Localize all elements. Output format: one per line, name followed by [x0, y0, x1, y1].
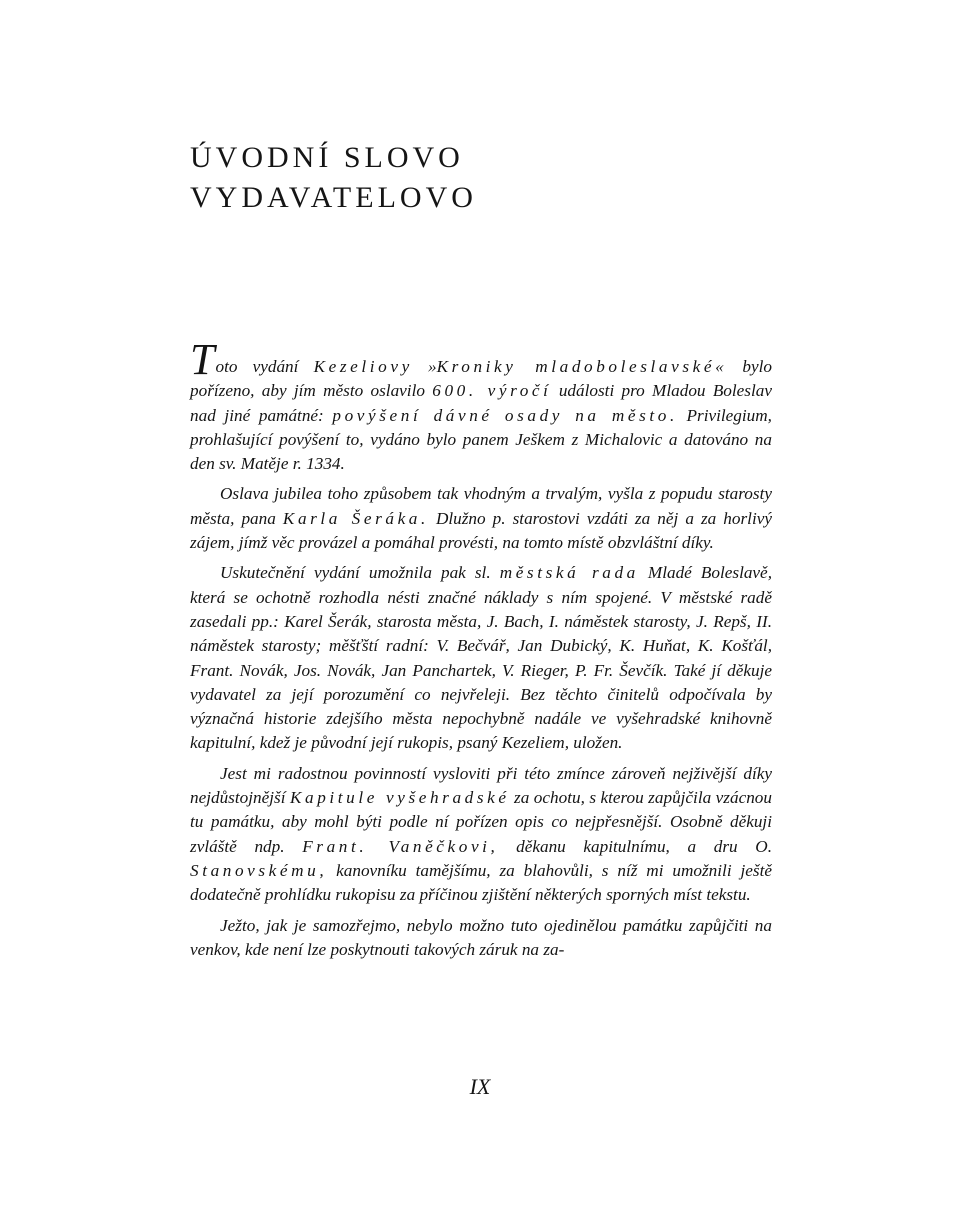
- p1-text-c: »: [412, 357, 437, 376]
- p4-spaced-stanovsky: Stanovskému,: [190, 860, 328, 880]
- p2-spaced-name: Karla Šeráka.: [282, 508, 429, 528]
- p4-text-c: za ochotu, s kterou zapůjčila vzácnou tu památku, aby mohl býti podle ní pořízen opis co nejpřesnější. Osobně děkuji zvláště ndp.: [190, 788, 772, 856]
- title-line-2: VYDAVATELOVO: [190, 181, 477, 214]
- p4-text-e: děkanu kapitulnímu, a dru O.: [498, 836, 772, 856]
- p4-text-g: kanovníku tamějšímu, za blahovůli, s níž mi umožnili ještě dodatečně prohlídku rukopisu za příčinou zjištění některých sporných míst tekstu.: [190, 860, 772, 905]
- p3-text-a: Uskutečnění vydání umožnila pak sl.: [220, 563, 500, 583]
- paragraph-5: [190, 914, 772, 963]
- p1-text-i: Privilegium, prohlašující povýšení to, vydáno bylo panem Ješkem z Michalovic a datováno na den sv. Matěje r. 1334.: [190, 405, 772, 474]
- p1-text-e: bylo pořízeno, aby jím město oslavilo: [190, 357, 773, 401]
- page-title: [190, 138, 750, 218]
- p5-text-a: Ježto, jak je samozřejmo, nebylo možno tuto ojedinělou památku zapůjčiti na venkov, kde není lze poskytnouti takových záruk na za-: [190, 915, 772, 959]
- p1-spaced-author: Kezeliovy: [313, 357, 413, 376]
- p1-text-a: oto vydání: [215, 357, 314, 376]
- body-text: [190, 335, 773, 968]
- paragraph-3: [190, 561, 772, 755]
- p4-text-a: Jest mi radostnou povinností vysloviti při této zmínce zároveň nejživější díky nejdůstojnější: [190, 763, 772, 808]
- p1-spaced-chronicle: Kroniky mladoboleslavské«: [436, 357, 728, 376]
- paragraph-4: [190, 762, 772, 908]
- p4-spaced-chapter: Kapitule vyšehradské: [289, 788, 510, 808]
- p2-text-c: Dlužno p. starostovi vzdáti za něj a za horlivý zájem, jímž věc provázel a pomáhal provésti, na tomto místě obzvláštní díky.: [190, 508, 772, 553]
- paragraph-1: [190, 335, 773, 476]
- page-number: IX: [469, 1074, 491, 1099]
- drop-cap: T: [190, 335, 215, 384]
- paragraph-2: [190, 482, 772, 555]
- p1-text-g: události pro Mladou Boleslav nad jiné památné:: [190, 381, 772, 425]
- title-line-1: ÚVODNÍ SLOVO: [190, 141, 464, 174]
- p1-spaced-anniversary: 600. výročí: [432, 381, 552, 401]
- p4-spaced-vanecek: Frant. Vaněčkovi,: [302, 836, 499, 856]
- p3-text-c: Mladé Boleslavě, která se ochotně rozhodla nésti značné náklady s ním spojené. V městské radě zasedali pp.: Karel Šerák, starosta města, J. Bach, I. náměstek starosty, J. Repš, II. náměstek starosty; měšťští radní: V. Bečvář, Jan Dubický, K. Huňat, K. Košťál, Frant. Novák, Jos. Novák, Jan Panchartek, V. Rieger, P. Fr. Ševčík. Také jí děkuje vydavatel za její porozumění co nejvřeleji. Bez těchto činitelů odpočívala by význačná historie zdejšího města nepochybně nadále ve vyšehradské knihovně kapitulní, kdež je původní její rukopis, psaný Kezeliem, uložen.: [190, 563, 772, 753]
- p3-spaced-council: městská rada: [499, 563, 639, 583]
- p2-text-a: Oslava jubilea toho způsobem tak vhodným a trvalým, vyšla z popudu starosty města, pana: [190, 484, 772, 528]
- p1-spaced-elevation: povýšení dávné osady na město.: [332, 405, 678, 425]
